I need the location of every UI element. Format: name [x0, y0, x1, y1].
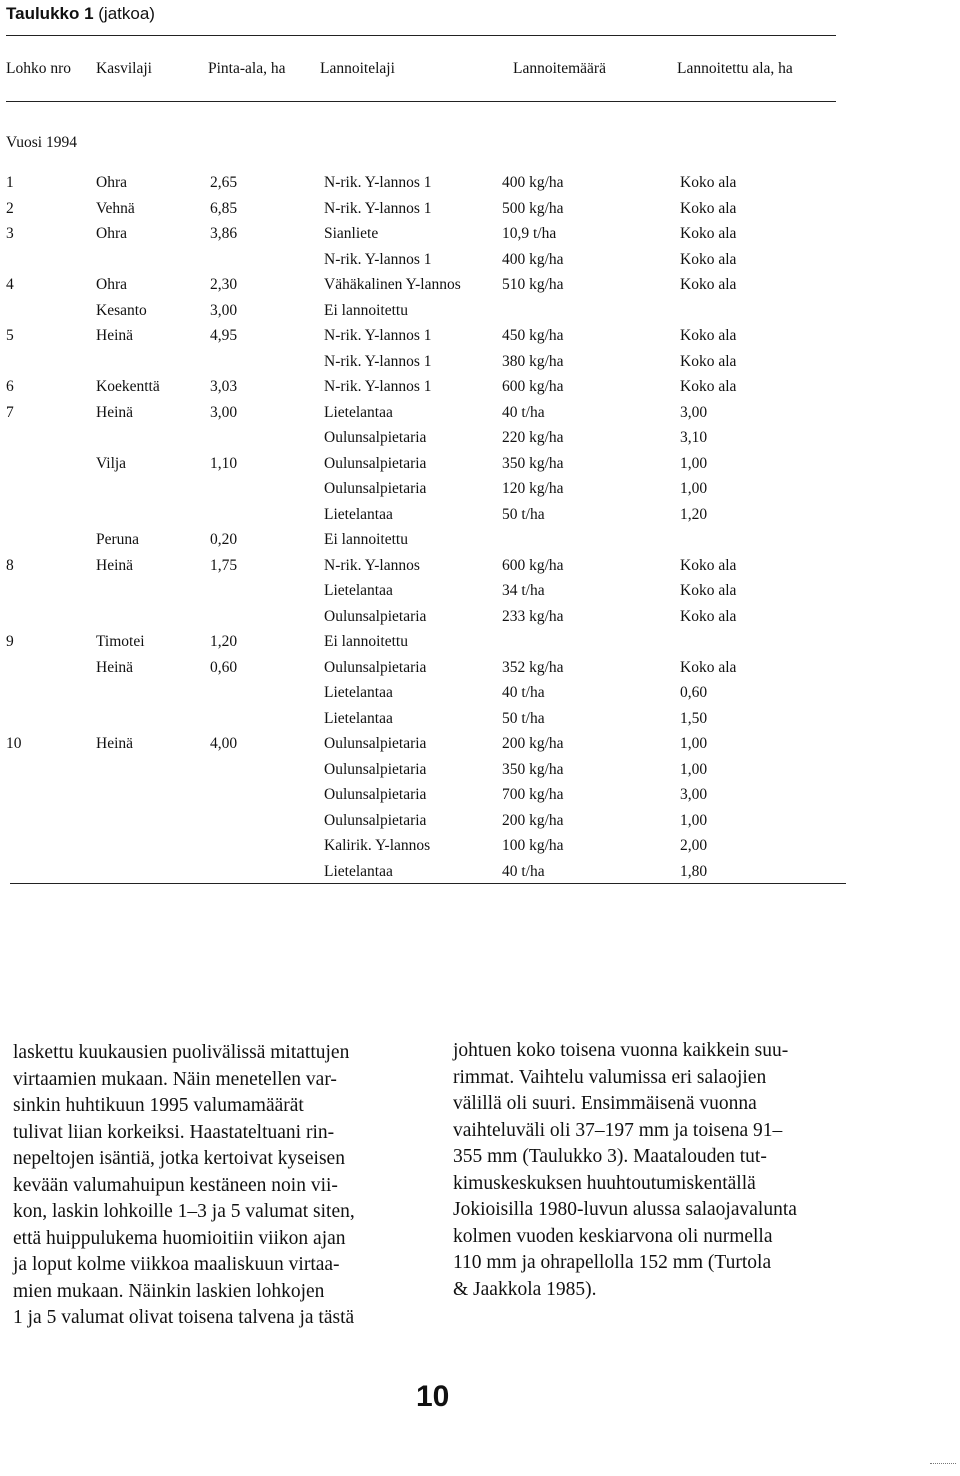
body-text-line: kon, laskin lohkoille 1–3 ja 5 valumat siten, — [13, 1201, 355, 1222]
cell-lannoitelaji: N-rik. Y-lannos — [324, 556, 420, 574]
cell-kasvilaji: Heinä — [96, 658, 134, 676]
cell-lannoitemaara: 500 kg/ha — [502, 199, 564, 217]
body-text-line: 355 mm (Taulukko 3). Maatalouden tut- — [453, 1146, 767, 1167]
body-text-left-column — [13, 1040, 433, 1332]
header-lohko: Lohko nro — [6, 60, 72, 77]
body-text-line: nepeltojen isäntiä, jotka kertoivat kyseisen — [13, 1148, 345, 1169]
cell-lannoitelaji: Ei lannoitettu — [324, 633, 408, 650]
cell-pinta-ala: 4,95 — [210, 327, 238, 344]
cell-lannoitelaji: Oulunsalpietaria — [324, 454, 427, 472]
table-caption-continued: (jatkoa) — [93, 4, 155, 23]
cell-lannoitelaji: Oulunsalpietaria — [324, 786, 427, 803]
cell-pinta-ala: 1,10 — [210, 454, 238, 472]
cell-pinta-ala: 1,75 — [210, 556, 238, 574]
header-lannoitemaara: Lannoitemäärä — [513, 60, 606, 77]
cell-lannoitemaara: 10,9 t/ha — [502, 225, 557, 242]
cell-lannoitelaji: Oulunsalpietaria — [324, 811, 427, 829]
table-row — [0, 837, 960, 863]
cell-pinta-ala: 6,85 — [210, 199, 238, 217]
body-text-line: että huippulukema huomioitiin viikon ajan — [13, 1227, 346, 1249]
table-row — [0, 174, 960, 200]
cell-kasvilaji: Vilja — [96, 454, 127, 472]
body-text-line: rimmat. Vaihtelu valumissa eri salaojien — [453, 1066, 767, 1088]
cell-lannoitemaara: 40 t/ha — [502, 684, 545, 701]
cell-lohko: 9 — [6, 633, 14, 650]
cell-lannoitelaji: Lietelantaa — [324, 403, 393, 421]
body-text-right-column — [453, 1038, 873, 1303]
table-row — [0, 761, 960, 787]
table-caption — [6, 4, 155, 24]
table-row — [0, 710, 960, 736]
body-text-line: virtaamien mukaan. Näin menetellen var- — [13, 1068, 337, 1090]
body-text-line: vaihteluväli oli 37–197 mm ja toisena 91– — [453, 1119, 783, 1141]
table-row — [0, 684, 960, 710]
corner-dotted-mark — [930, 1463, 956, 1464]
cell-lannoitelaji: Oulunsalpietaria — [324, 429, 427, 446]
cell-lohko: 4 — [6, 276, 14, 293]
cell-lannoitemaara: 400 kg/ha — [502, 174, 564, 191]
cell-kasvilaji: Ohra — [96, 174, 127, 191]
body-text-line: laskettu kuukausien puolivälissä mitattujen — [13, 1042, 350, 1063]
cell-lannoitettu-ala: Koko ala — [680, 250, 737, 268]
cell-lannoitelaji: N-rik. Y-lannos 1 — [324, 327, 432, 344]
cell-lannoitelaji: Oulunsalpietaria — [324, 735, 427, 752]
year-label: Vuosi 1994 — [6, 134, 77, 151]
header-kasvilaji: Kasvilaji — [96, 60, 152, 77]
cell-lannoitettu-ala: Koko ala — [680, 174, 737, 191]
header-pinta-ala: Pinta-ala, ha — [208, 60, 286, 77]
cell-kasvilaji: Heinä — [96, 403, 134, 421]
body-text-line: kimuskeskuksen huuhtoutumiskentällä — [453, 1172, 756, 1194]
cell-lannoitelaji: Oulunsalpietaria — [324, 760, 427, 778]
cell-lohko: 7 — [6, 403, 14, 421]
cell-lohko: 5 — [6, 327, 14, 344]
cell-lannoitettu-ala: Koko ala — [680, 276, 737, 293]
page-number: 10 — [416, 1380, 450, 1413]
cell-pinta-ala: 2,30 — [210, 276, 238, 293]
table-row — [0, 378, 960, 404]
table-row — [0, 225, 960, 251]
body-text-line: mien mukaan. Näinkin laskien lohkojen — [13, 1280, 325, 1302]
cell-pinta-ala: 1,20 — [210, 633, 238, 650]
cell-kasvilaji: Ohra — [96, 276, 127, 293]
cell-lannoitemaara: 50 t/ha — [502, 505, 545, 523]
cell-lohko: 3 — [6, 225, 14, 242]
cell-lannoitettu-ala: 3,10 — [680, 429, 708, 446]
table-row — [0, 557, 960, 583]
table-row — [0, 786, 960, 812]
table-row — [0, 480, 960, 506]
body-text-line: välillä oli suuri. Ensimmäisenä vuonna — [453, 1093, 757, 1114]
cell-lannoitemaara: 233 kg/ha — [502, 607, 564, 625]
cell-kasvilaji: Heinä — [96, 327, 134, 344]
cell-lannoitemaara: 50 t/ha — [502, 709, 545, 727]
cell-lannoitelaji: N-rik. Y-lannos 1 — [324, 378, 432, 395]
cell-lannoitettu-ala: 2,00 — [680, 837, 708, 854]
cell-lannoitettu-ala: Koko ala — [680, 607, 737, 625]
table-row — [0, 506, 960, 532]
cell-lannoitemaara: 34 t/ha — [502, 582, 545, 599]
cell-lannoitettu-ala: Koko ala — [680, 327, 737, 344]
cell-pinta-ala: 3,03 — [210, 378, 238, 395]
cell-lannoitemaara: 352 kg/ha — [502, 658, 564, 676]
cell-pinta-ala: 3,86 — [210, 225, 238, 242]
body-text-line: kolmen vuoden keskiarvona oli nurmella — [453, 1225, 773, 1247]
table-row — [0, 404, 960, 430]
table-row — [0, 302, 960, 328]
table-row — [0, 633, 960, 659]
cell-lannoitelaji: Lietelantaa — [324, 684, 393, 701]
cell-kasvilaji: Heinä — [96, 556, 134, 574]
cell-lannoitemaara: 200 kg/ha — [502, 811, 564, 829]
header-lannoitelaji: Lannoitelaji — [320, 60, 395, 77]
cell-pinta-ala: 0,60 — [210, 658, 238, 676]
table-row — [0, 659, 960, 685]
table-row — [0, 812, 960, 838]
table-row — [0, 429, 960, 455]
cell-lannoitettu-ala: 1,00 — [680, 735, 708, 752]
body-text-line: ja loput kolme viikkoa maaliskuun virtaa- — [13, 1254, 340, 1275]
table-body — [0, 174, 960, 888]
cell-lannoitemaara: 400 kg/ha — [502, 250, 564, 268]
cell-pinta-ala: 0,20 — [210, 531, 238, 548]
cell-pinta-ala: 2,65 — [210, 174, 238, 191]
cell-kasvilaji: Heinä — [96, 735, 134, 752]
header-rule — [6, 101, 836, 102]
cell-lannoitelaji: Ei lannoitettu — [324, 531, 408, 548]
body-text-line: 110 mm ja ohrapellolla 152 mm (Turtola — [453, 1252, 772, 1273]
cell-lohko: 8 — [6, 556, 14, 574]
header-lannoitettu-ala: Lannoitettu ala, ha — [677, 60, 793, 77]
table-row — [0, 735, 960, 761]
cell-lannoitettu-ala: Koko ala — [680, 582, 737, 599]
cell-lannoitettu-ala: 3,00 — [680, 403, 708, 421]
cell-lannoitemaara: 40 t/ha — [502, 403, 545, 421]
cell-pinta-ala: 3,00 — [210, 403, 238, 421]
cell-lannoitemaara: 700 kg/ha — [502, 786, 564, 803]
cell-lannoitettu-ala: 1,00 — [680, 760, 708, 778]
cell-lannoitemaara: 600 kg/ha — [502, 378, 564, 395]
body-text-line: tulivat liian korkeiksi. Haastateltuani rin- — [13, 1121, 335, 1143]
cell-lannoitettu-ala: 1,80 — [680, 862, 708, 880]
cell-lannoitettu-ala: 3,00 — [680, 786, 708, 803]
cell-lannoitelaji: N-rik. Y-lannos 1 — [324, 174, 432, 191]
cell-lannoitettu-ala: 1,20 — [680, 505, 708, 523]
cell-lannoitelaji: Vähäkalinen Y-lannos — [324, 276, 461, 293]
cell-lohko: 10 — [6, 735, 22, 752]
cell-lohko: 6 — [6, 378, 14, 395]
table-row — [0, 608, 960, 634]
cell-lannoitettu-ala: Koko ala — [680, 556, 737, 574]
cell-pinta-ala: 3,00 — [210, 301, 238, 319]
cell-lannoitelaji: Oulunsalpietaria — [324, 658, 427, 676]
table-row — [0, 531, 960, 557]
cell-lannoitelaji: Oulunsalpietaria — [324, 607, 427, 625]
cell-kasvilaji: Koekenttä — [96, 378, 160, 395]
table-row — [0, 200, 960, 226]
cell-pinta-ala: 4,00 — [210, 735, 238, 752]
table-row — [0, 353, 960, 379]
cell-lannoitettu-ala: 1,00 — [680, 454, 708, 472]
table-row — [0, 455, 960, 481]
cell-lannoitelaji: N-rik. Y-lannos 1 — [324, 352, 432, 370]
cell-lannoitettu-ala: Koko ala — [680, 378, 737, 395]
cell-lannoitettu-ala: 1,00 — [680, 811, 708, 829]
cell-kasvilaji: Timotei — [96, 633, 145, 650]
cell-lannoitelaji: Lietelantaa — [324, 862, 393, 880]
cell-lannoitelaji: Sianliete — [324, 225, 379, 242]
cell-lannoitemaara: 100 kg/ha — [502, 837, 564, 854]
cell-lannoitelaji: Lietelantaa — [324, 505, 393, 523]
cell-kasvilaji: Peruna — [96, 531, 140, 548]
cell-lannoitemaara: 450 kg/ha — [502, 327, 564, 344]
cell-lannoitemaara: 350 kg/ha — [502, 454, 564, 472]
cell-lannoitettu-ala: 1,00 — [680, 480, 708, 497]
cell-lannoitelaji: Lietelantaa — [324, 709, 393, 727]
cell-lannoitemaara: 200 kg/ha — [502, 735, 564, 752]
cell-lannoitettu-ala: Koko ala — [680, 658, 737, 676]
table-row — [0, 863, 960, 889]
cell-lannoitemaara: 510 kg/ha — [502, 276, 564, 293]
cell-kasvilaji: Vehnä — [96, 199, 135, 217]
cell-kasvilaji: Kesanto — [96, 301, 147, 319]
body-text-line: & Jaakkola 1985). — [453, 1278, 597, 1300]
bottom-rule — [10, 883, 846, 884]
cell-lannoitelaji: Kalirik. Y-lannos — [324, 837, 431, 854]
table-row — [0, 582, 960, 608]
table-row — [0, 327, 960, 353]
body-text-line: 1 ja 5 valumat olivat toisena talvena ja tästä — [13, 1307, 355, 1328]
cell-lannoitettu-ala: Koko ala — [680, 199, 737, 217]
cell-lannoitemaara: 120 kg/ha — [502, 480, 564, 497]
table-row — [0, 276, 960, 302]
cell-lannoitettu-ala: 0,60 — [680, 684, 708, 701]
cell-lannoitettu-ala: 1,50 — [680, 709, 708, 727]
cell-lannoitelaji: Lietelantaa — [324, 582, 393, 599]
cell-lannoitemaara: 600 kg/ha — [502, 556, 564, 574]
body-text-line: kevään valumahuipun kestäneen noin vii- — [13, 1174, 338, 1196]
cell-lohko: 1 — [6, 174, 14, 191]
body-text-line: Jokioisilla 1980-luvun alussa salaojavalunta — [453, 1199, 797, 1220]
cell-lannoitelaji: Ei lannoitettu — [324, 301, 408, 319]
top-rule — [6, 35, 836, 36]
body-text-line: johtuen koko toisena vuonna kaikkein suu- — [453, 1040, 789, 1061]
cell-lannoitettu-ala: Koko ala — [680, 225, 737, 242]
table-caption-number: Taulukko 1 — [6, 4, 94, 23]
cell-lannoitemaara: 40 t/ha — [502, 862, 545, 880]
cell-lannoitettu-ala: Koko ala — [680, 352, 737, 370]
cell-lohko: 2 — [6, 199, 14, 217]
cell-lannoitemaara: 220 kg/ha — [502, 429, 564, 446]
body-text-line: sinkin huhtikuun 1995 valumamäärät — [13, 1095, 304, 1116]
table-row — [0, 251, 960, 277]
cell-lannoitemaara: 380 kg/ha — [502, 352, 564, 370]
cell-lannoitelaji: Oulunsalpietaria — [324, 480, 427, 497]
cell-kasvilaji: Ohra — [96, 225, 127, 242]
cell-lannoitelaji: N-rik. Y-lannos 1 — [324, 250, 432, 268]
cell-lannoitelaji: N-rik. Y-lannos 1 — [324, 199, 432, 217]
cell-lannoitemaara: 350 kg/ha — [502, 760, 564, 778]
